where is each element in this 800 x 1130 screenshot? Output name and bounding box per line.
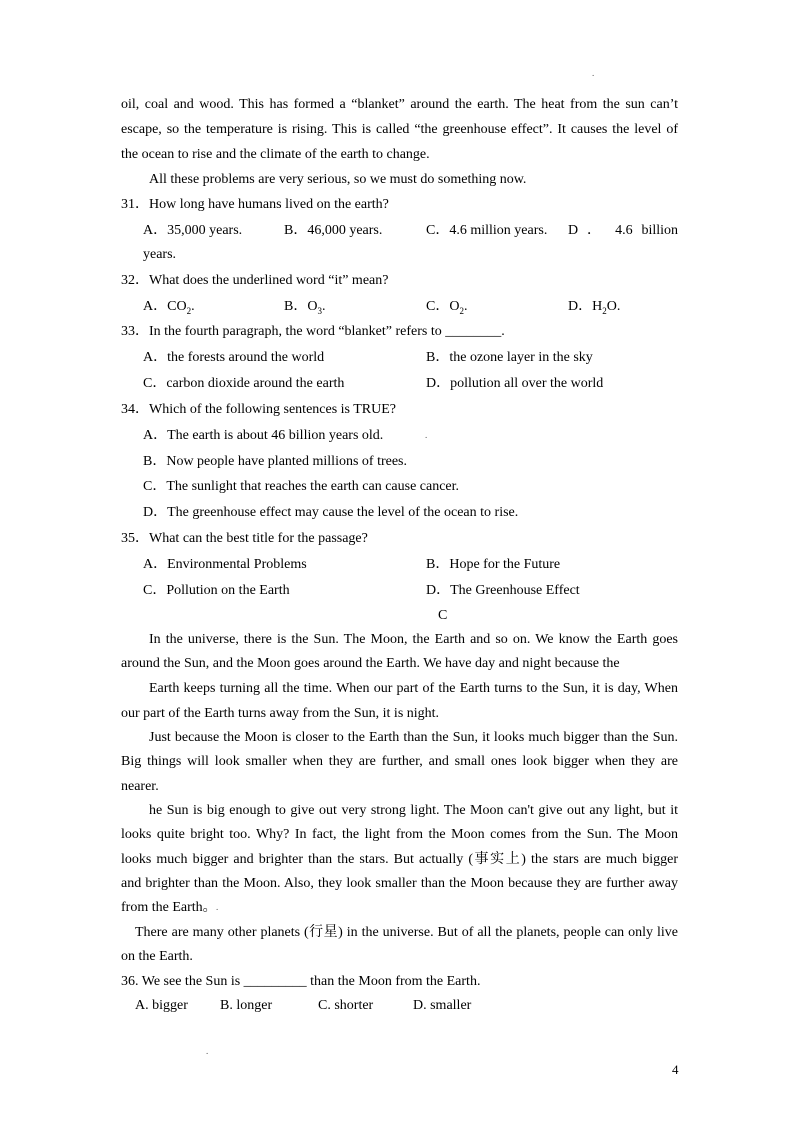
q32-d-tail: O. xyxy=(606,299,621,314)
q32-option-a: A．$CO_2$. xyxy=(143,299,195,316)
q35-option-d: D．The Greenhouse Effect xyxy=(426,583,580,598)
q32-c-subscript: 2 xyxy=(459,305,464,316)
passage-c-line: our part of the Earth turns away from the Sun, it is night. xyxy=(121,706,440,721)
q34-option-b: B．Now people have planted millions of trees. xyxy=(143,454,407,469)
q34-option-a: A．The earth is about 46 billion years old. xyxy=(143,428,384,443)
q36-option-c: C. shorter xyxy=(318,998,374,1013)
stray-mark: . xyxy=(216,902,219,912)
q32-d-text: D．H xyxy=(568,299,603,314)
page-number: 4 xyxy=(672,1062,679,1077)
question-35: 35．What can the best title for the passage? xyxy=(121,531,368,546)
q31-option-c: C．4.6 million years. xyxy=(426,223,548,238)
q32-b-text: B．O xyxy=(284,299,318,314)
stray-mark: . xyxy=(592,68,595,78)
q33-option-a: A．the forests around the world xyxy=(143,350,325,365)
passage-c-line: There are many other planets (行星) in the universe. But of all the planets, people can only live xyxy=(135,925,678,940)
q32-d-subscript: 2 xyxy=(602,305,607,316)
q32-b-subscript: 3 xyxy=(317,305,322,316)
q32-a-subscript: 2 xyxy=(186,305,192,316)
stray-mark: . xyxy=(206,1046,209,1056)
q31-option-a: A．35,000 years. xyxy=(143,223,243,238)
q34-option-d: D．The greenhouse effect may cause the level of the ocean to rise. xyxy=(143,505,519,520)
q32-option-b: B．$O_3$. xyxy=(284,299,326,316)
q31-option-b: B．46,000 years. xyxy=(284,223,383,238)
stray-mark: . xyxy=(425,430,428,440)
passage-c-line: Big things will look smaller when they are further, and small ones look bigger when they are xyxy=(121,754,678,769)
q36-option-a: A. bigger xyxy=(135,998,188,1013)
passage-c-line: he Sun is big enough to give out very strong light. The Moon can't give out any light, but it xyxy=(149,803,678,818)
question-34: 34．Which of the following sentences is TRUE? xyxy=(121,402,397,417)
q32-a-text: A．CO xyxy=(143,299,187,314)
passage-b-line: All these problems are very serious, so we must do something now. xyxy=(149,172,527,187)
question-33: 33．In the fourth paragraph, the word “blanket” refers to ________. xyxy=(121,324,505,339)
passage-b-line: oil, coal and wood. This has formed a “blanket” around the earth. The heat from the sun can’t xyxy=(121,97,678,112)
q33-option-d: D．pollution all over the world xyxy=(426,376,604,391)
passage-c-line: from the Earth。 xyxy=(121,900,217,915)
passage-c-line: on the Earth. xyxy=(121,949,193,964)
q32-option-d xyxy=(568,297,620,317)
passage-c-line: looks quite bright too. Why? In fact, the light from the Moon comes from the Sun. The Moon xyxy=(121,827,678,842)
q32-option-c: C．$O_2$. xyxy=(426,299,468,316)
passage-c-line: In the universe, there is the Sun. The Moon, the Earth and so on. We know the Earth goes xyxy=(149,632,678,647)
q36-option-b: B. longer xyxy=(220,998,273,1013)
q31-option-d: D ． 4.6 billion xyxy=(568,223,678,238)
passage-b-line: escape, so the temperature is rising. This is called “the greenhouse effect”. It causes the level of xyxy=(121,122,678,137)
q33-option-c: C．carbon dioxide around the earth xyxy=(143,376,345,391)
q35-option-b: B．Hope for the Future xyxy=(426,557,561,572)
question-31: 31．How long have humans lived on the earth? xyxy=(121,197,389,212)
passage-c-line: around the Sun, and the Moon goes around the Earth. We have day and night because the xyxy=(121,656,620,671)
passage-c-line: Earth keeps turning all the time. When our part of the Earth turns to the Sun, it is day, When xyxy=(149,681,678,696)
q35-option-c: C．Pollution on the Earth xyxy=(143,583,290,598)
q32-c-text: C．O xyxy=(426,299,460,314)
question-36: 36. We see the Sun is _________ than the Moon from the Earth. xyxy=(121,974,481,989)
q33-option-b: B．the ozone layer in the sky xyxy=(426,350,593,365)
q34-option-c: C．The sunlight that reaches the earth can cause cancer. xyxy=(143,479,460,494)
passage-c-line: and brighter than the Moon. Also, they look smaller than the Moon because they are further away xyxy=(121,876,678,891)
passage-c-line: looks much bigger and brighter than the stars. But actually (事实上) the stars are much bigger xyxy=(121,852,678,867)
q35-option-a: A．Environmental Problems xyxy=(143,557,307,572)
q36-option-d: D. smaller xyxy=(413,998,472,1013)
passage-c-heading: C xyxy=(438,608,448,623)
passage-c-line: nearer. xyxy=(121,779,159,794)
passage-b-line: the ocean to rise and the climate of the earth to change. xyxy=(121,147,430,162)
passage-c-line: Just because the Moon is closer to the Earth than the Sun, it looks much bigger than the Sun. xyxy=(149,730,678,745)
question-32: 32．What does the underlined word “it” mean? xyxy=(121,273,389,288)
q31-option-d-cont: years. xyxy=(143,247,177,262)
